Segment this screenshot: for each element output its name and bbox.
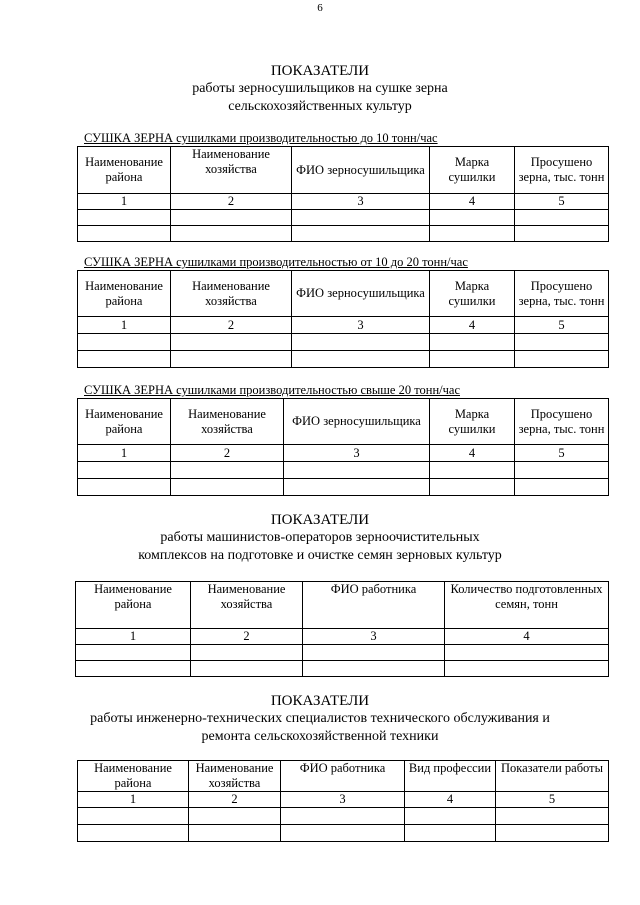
section2-subtitle-line2: комплексов на подготовке и очистке семян зерновых культур	[138, 548, 502, 563]
table1	[77, 146, 609, 242]
empty-cell	[284, 479, 430, 496]
number-cell: 5	[515, 317, 609, 334]
table-number-row	[78, 194, 609, 210]
empty-cell	[171, 334, 292, 351]
table2-caption: СУШКА ЗЕРНА сушилками производительностью от 10 до 20 тонн/час	[84, 255, 468, 269]
table-empty-row	[76, 661, 609, 677]
header-cell: Марка сушилки	[430, 271, 515, 317]
number-cell: 1	[78, 317, 171, 334]
empty-cell	[76, 645, 191, 661]
number-cell: 3	[292, 194, 430, 210]
empty-cell	[303, 645, 445, 661]
table-empty-row	[78, 210, 609, 226]
number-cell: 1	[78, 194, 171, 210]
table-empty-row	[78, 351, 609, 368]
header-cell: Наименование района	[78, 399, 171, 445]
header-cell: Наименование района	[78, 271, 171, 317]
header-cell: Показатели работы	[496, 761, 609, 792]
header-cell: ФИО зерносушильщика	[292, 271, 430, 317]
header-cell: ФИО работника	[303, 582, 445, 629]
header-cell: Просушено зерна, тыс. тонн	[515, 271, 609, 317]
empty-cell	[78, 825, 189, 842]
number-cell: 5	[515, 194, 609, 210]
empty-cell	[430, 210, 515, 226]
number-cell: 4	[430, 194, 515, 210]
table-number-row	[78, 317, 609, 334]
empty-cell	[430, 462, 515, 479]
table3-caption: СУШКА ЗЕРНА сушилками производительностью свыше 20 тонн/час	[84, 383, 460, 397]
table-empty-row	[78, 462, 609, 479]
empty-cell	[281, 825, 405, 842]
header-cell: Наименование хозяйства	[171, 399, 284, 445]
header-cell: Марка сушилки	[430, 399, 515, 445]
section3-heading	[0, 692, 640, 746]
empty-cell	[496, 825, 609, 842]
empty-cell	[171, 479, 284, 496]
empty-cell	[430, 226, 515, 242]
page-number: 6	[317, 2, 323, 14]
number-cell: 5	[496, 792, 609, 808]
empty-cell	[78, 334, 171, 351]
empty-cell	[191, 645, 303, 661]
header-cell: Марка сушилки	[430, 147, 515, 194]
empty-cell	[78, 210, 171, 226]
table-header-row	[78, 271, 609, 317]
section3-subtitle-line2: ремонта сельскохозяйственной техники	[201, 729, 439, 744]
number-cell: 3	[292, 317, 430, 334]
empty-cell	[78, 226, 171, 242]
table5	[77, 760, 609, 842]
table2	[77, 270, 609, 368]
empty-cell	[78, 479, 171, 496]
empty-cell	[189, 825, 281, 842]
number-cell: 3	[281, 792, 405, 808]
number-cell: 2	[171, 317, 292, 334]
number-cell: 1	[78, 445, 171, 462]
number-cell: 4	[430, 317, 515, 334]
table-number-row	[78, 445, 609, 462]
table-header-row	[76, 582, 609, 629]
section1-subtitle-line1: работы зерносушильщиков на сушке зерна	[192, 81, 448, 96]
section1-heading	[0, 62, 640, 116]
table1-caption: СУШКА ЗЕРНА сушилками производительностью до 10 тонн/час	[84, 131, 438, 145]
empty-cell	[515, 226, 609, 242]
header-cell: ФИО работника	[281, 761, 405, 792]
empty-cell	[76, 661, 191, 677]
table-number-row	[76, 629, 609, 645]
number-cell: 4	[445, 629, 609, 645]
empty-cell	[292, 226, 430, 242]
empty-cell	[171, 210, 292, 226]
empty-cell	[515, 351, 609, 368]
header-cell: ФИО зерносушильщика	[292, 147, 430, 194]
empty-cell	[515, 462, 609, 479]
number-cell: 2	[171, 194, 292, 210]
number-cell: 4	[430, 445, 515, 462]
header-cell: Наименование района	[78, 147, 171, 194]
table-number-row	[78, 792, 609, 808]
table-empty-row	[78, 825, 609, 842]
empty-cell	[496, 808, 609, 825]
header-cell: Наименование хозяйства	[171, 271, 292, 317]
table-header-row	[78, 399, 609, 445]
table-empty-row	[78, 808, 609, 825]
table4	[75, 581, 609, 677]
section2-subtitle-line1: работы машинистов-операторов зерноочистительных	[160, 530, 480, 545]
number-cell: 5	[515, 445, 609, 462]
table-empty-row	[78, 226, 609, 242]
section2-heading	[0, 511, 640, 565]
number-cell: 2	[189, 792, 281, 808]
empty-cell	[191, 661, 303, 677]
number-cell: 3	[284, 445, 430, 462]
header-cell: Наименование хозяйства	[189, 761, 281, 792]
section1-subtitle-line2: сельскохозяйственных культур	[228, 99, 412, 114]
header-cell: Наименование хозяйства	[171, 147, 292, 194]
empty-cell	[292, 210, 430, 226]
empty-cell	[405, 808, 496, 825]
table3	[77, 398, 609, 496]
header-cell: Вид профессии	[405, 761, 496, 792]
number-cell: 2	[171, 445, 284, 462]
header-cell: Количество подготовленных семян, тонн	[445, 582, 609, 629]
empty-cell	[515, 210, 609, 226]
header-cell: Просушено зерна, тыс. тонн	[515, 147, 609, 194]
empty-cell	[78, 351, 171, 368]
empty-cell	[405, 825, 496, 842]
empty-cell	[78, 462, 171, 479]
empty-cell	[430, 351, 515, 368]
header-cell: Просушено зерна, тыс. тонн	[515, 399, 609, 445]
number-cell: 1	[76, 629, 191, 645]
empty-cell	[445, 661, 609, 677]
empty-cell	[303, 661, 445, 677]
number-cell: 4	[405, 792, 496, 808]
section3-title: ПОКАЗАТЕЛИ	[270, 693, 370, 709]
empty-cell	[284, 462, 430, 479]
table-empty-row	[76, 645, 609, 661]
empty-cell	[515, 479, 609, 496]
empty-cell	[189, 808, 281, 825]
empty-cell	[171, 351, 292, 368]
section1-title: ПОКАЗАТЕЛИ	[270, 63, 370, 79]
empty-cell	[78, 808, 189, 825]
table-header-row	[78, 761, 609, 792]
header-cell: ФИО зерносушильщика	[284, 399, 430, 445]
table-empty-row	[78, 479, 609, 496]
header-cell: Наименование района	[76, 582, 191, 629]
header-cell: Наименование хозяйства	[191, 582, 303, 629]
empty-cell	[171, 462, 284, 479]
empty-cell	[292, 351, 430, 368]
empty-cell	[430, 479, 515, 496]
empty-cell	[430, 334, 515, 351]
table-empty-row	[78, 334, 609, 351]
header-cell: Наименование района	[78, 761, 189, 792]
empty-cell	[292, 334, 430, 351]
number-cell: 2	[191, 629, 303, 645]
section2-title: ПОКАЗАТЕЛИ	[270, 512, 370, 528]
number-cell: 1	[78, 792, 189, 808]
empty-cell	[515, 334, 609, 351]
empty-cell	[445, 645, 609, 661]
empty-cell	[171, 226, 292, 242]
section3-subtitle-line1: работы инженерно-технических специалистов технического обслуживания и	[90, 711, 550, 726]
number-cell: 3	[303, 629, 445, 645]
table-header-row	[78, 147, 609, 194]
empty-cell	[281, 808, 405, 825]
